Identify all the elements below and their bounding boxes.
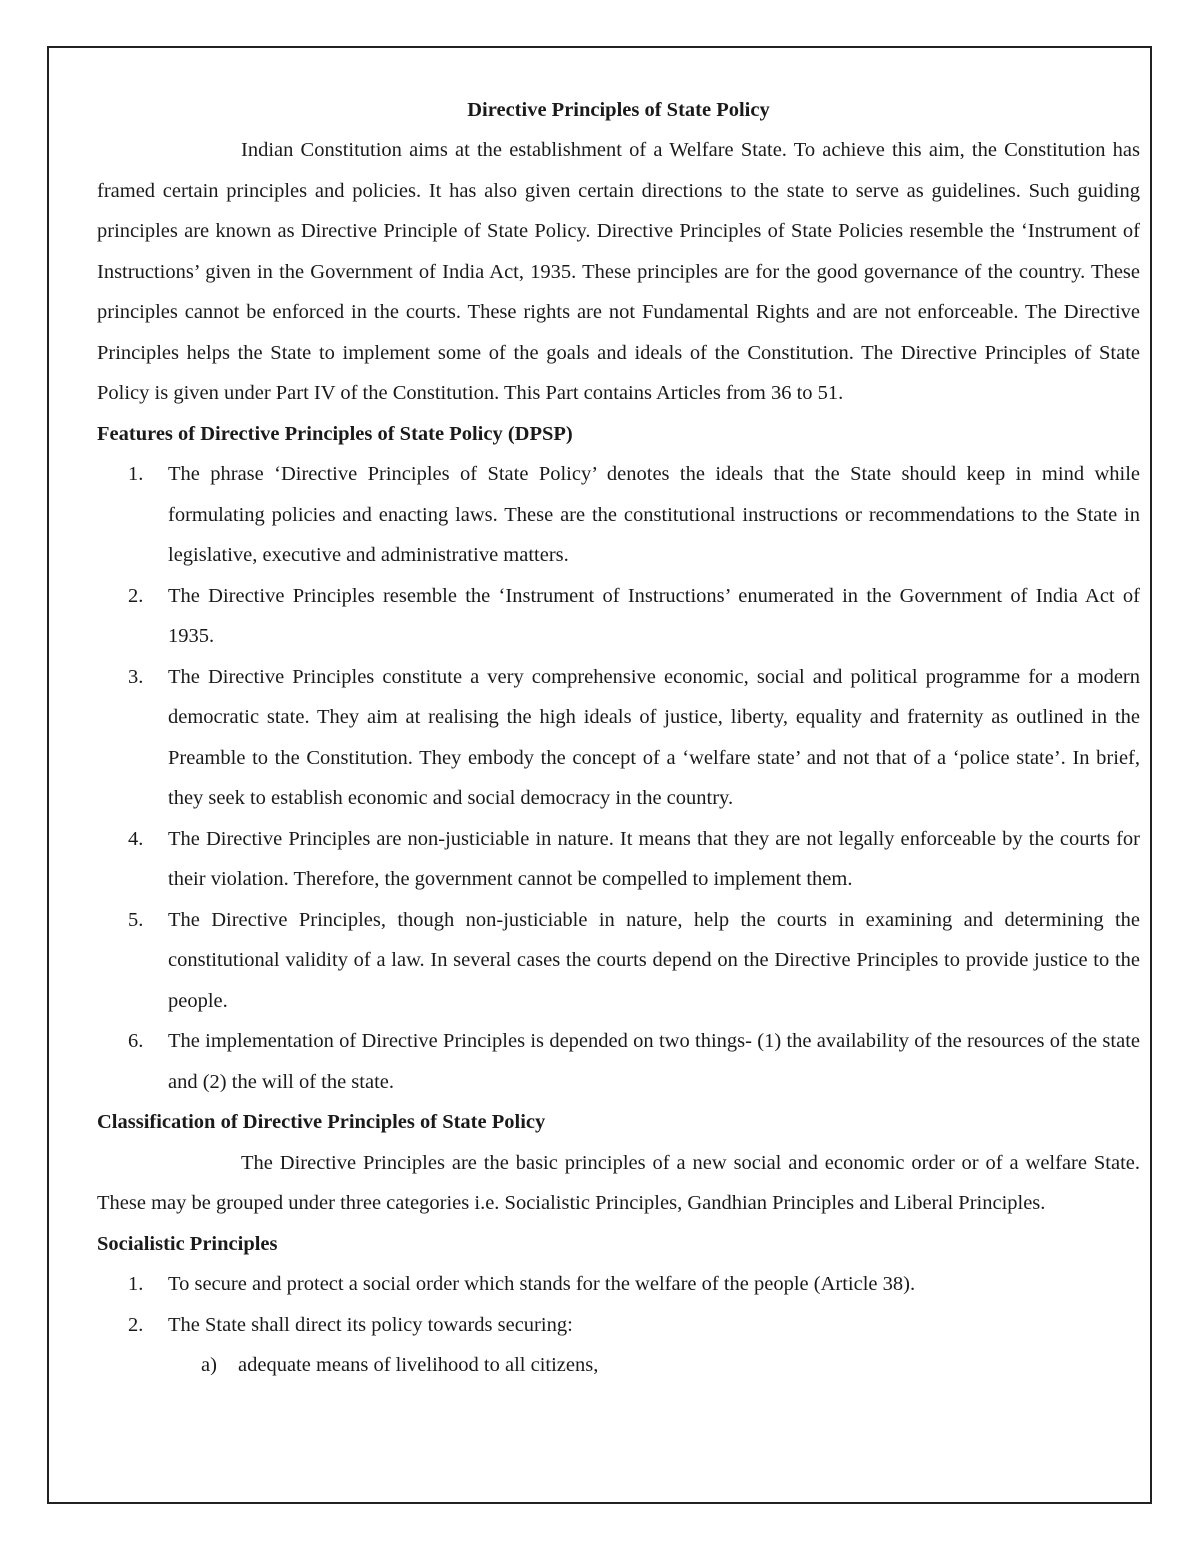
- classification-heading: Classification of Directive Principles of State Policy: [97, 1111, 546, 1133]
- document-body: [97, 90, 1140, 1386]
- list-number: 1.: [128, 1273, 144, 1295]
- list-item: [97, 1021, 1140, 1102]
- intro-paragraph: Indian Constitution aims at the establishment of a Welfare State. To achieve this aim, the Constitution has framed certain principles and policies. It has also given certain directions to the state to serve as guidelines. Such guiding principles are known as Directive Principle of State Policy. Directive Principles of State Policies resemble the ‘Instrument of Instructions’ given in the Government of India Act, 1935. These principles are for the good governance of the country. These principles cannot be enforced in the courts. These rights are not Fundamental Rights and are not enforceable. The Directive Principles helps the State to implement some of the goals and ideals of the Constitution. The Directive Principles of State Policy is given under Part IV of the Constitution. This Part contains Articles from 36 to 51.: [97, 139, 1140, 404]
- sub-list-item: [97, 1345, 1140, 1386]
- list-item: [97, 900, 1140, 1022]
- list-number: 2.: [128, 584, 144, 607]
- list-item: [97, 657, 1140, 819]
- list-number: 6.: [128, 1030, 144, 1052]
- list-item-text: The Directive Principles resemble the ‘Instrument of Instructions’ enumerated in the Government of India Act of 1935.: [168, 584, 1140, 647]
- list-item-text: The State shall direct its policy towards securing:: [168, 1313, 573, 1336]
- list-number: 4.: [128, 827, 144, 850]
- socialistic-list: [97, 1264, 1140, 1345]
- list-item-text: The Directive Principles are non-justiciable in nature. It means that they are not legally enforceable by the courts for their violation. Therefore, the government cannot be compelled to implement them.: [168, 827, 1140, 890]
- list-number: 1.: [128, 463, 144, 485]
- features-heading: Features of Directive Principles of State Policy (DPSP): [97, 422, 573, 445]
- socialistic-heading: Socialistic Principles: [97, 1232, 278, 1255]
- page-title: Directive Principles of State Policy: [467, 99, 770, 121]
- sub-list-letter: a): [201, 1354, 217, 1376]
- list-item: [97, 576, 1140, 657]
- classification-paragraph: The Directive Principles are the basic principles of a new social and economic order or of a welfare State. These may be grouped under three categories i.e. Socialistic Principles, Gandhian Principles and Liberal Principles.: [97, 1151, 1140, 1214]
- features-list: [97, 454, 1140, 1102]
- list-item: [97, 819, 1140, 900]
- list-item-text: The phrase ‘Directive Principles of State Policy’ denotes the ideals that the State should keep in mind while formulating policies and enacting laws. These are the constitutional instructions or recommendations to the State in legislative, executive and administrative matters.: [168, 463, 1140, 566]
- list-item: [97, 1305, 1140, 1346]
- list-item-text: The Directive Principles constitute a very comprehensive economic, social and political programme for a modern democratic state. They aim at realising the high ideals of justice, liberty, equality and fraternity as outlined in the Preamble to the Constitution. They embody the concept of a ‘welfare state’ and not that of a ‘police state’. In brief, they seek to establish economic and social democracy in the country.: [168, 665, 1140, 809]
- list-item: [97, 1264, 1140, 1305]
- list-number: 3.: [128, 665, 144, 688]
- list-item-text: To secure and protect a social order which stands for the welfare of the people (Article 38).: [168, 1273, 916, 1295]
- list-item: [97, 454, 1140, 576]
- list-item-text: The implementation of Directive Principles is depended on two things- (1) the availability of the resources of the state and (2) the will of the state.: [168, 1030, 1140, 1093]
- list-number: 2.: [128, 1313, 144, 1336]
- list-item-text: The Directive Principles, though non-justiciable in nature, help the courts in examining and determining the constitutional validity of a law. In several cases the courts depend on the Directive Principles to provide justice to the people.: [168, 908, 1140, 1012]
- sub-list-item-text: adequate means of livelihood to all citizens,: [238, 1354, 599, 1376]
- socialistic-sublist: [97, 1345, 1140, 1386]
- list-number: 5.: [128, 908, 144, 931]
